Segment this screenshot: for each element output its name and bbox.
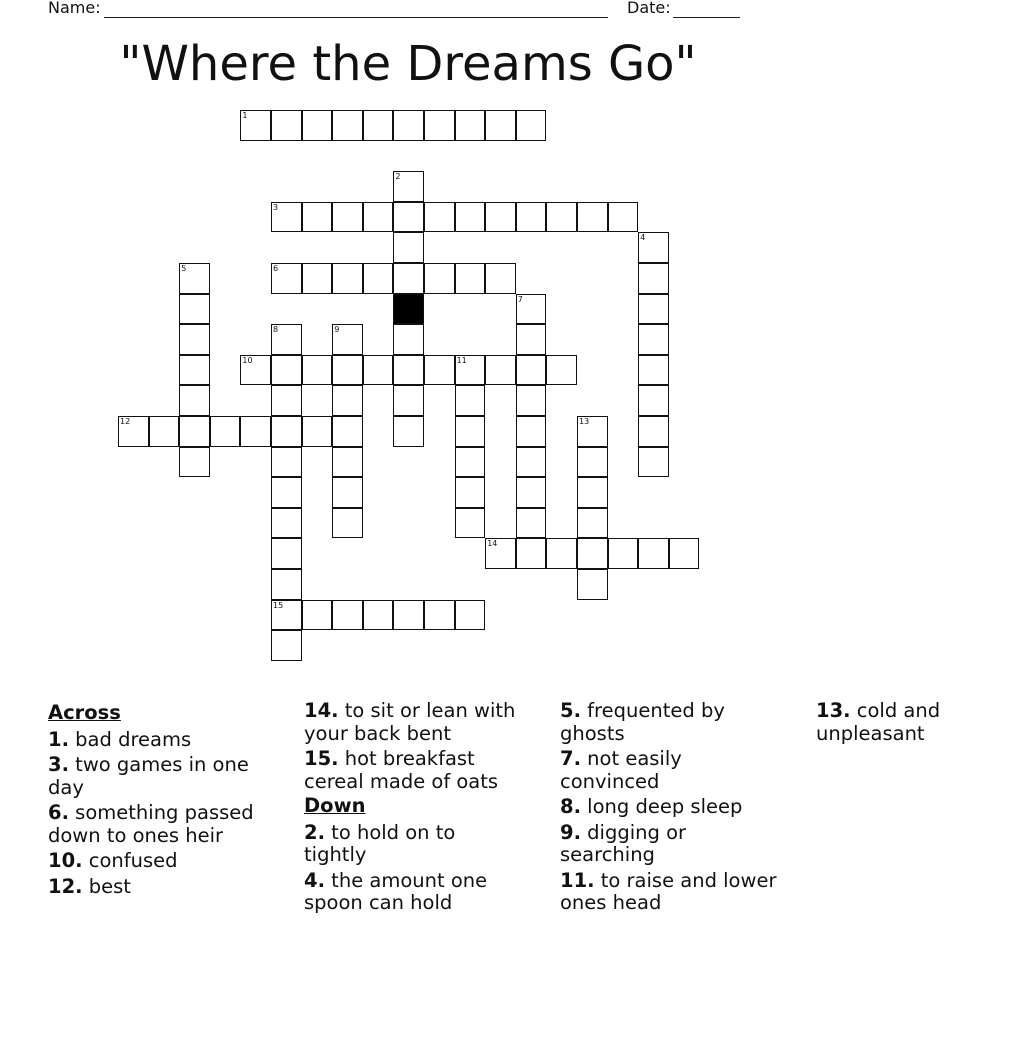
grid-cell[interactable] [577, 569, 608, 600]
grid-cell[interactable] [271, 600, 302, 631]
grid-cell[interactable] [393, 171, 424, 202]
grid-cell[interactable] [271, 447, 302, 478]
grid-cell[interactable] [271, 538, 302, 569]
clue-number: 14. [304, 699, 339, 722]
grid-cell[interactable] [179, 263, 210, 294]
grid-cell[interactable] [271, 508, 302, 539]
clue-number: 3. [48, 753, 69, 776]
clue-text: not easily convinced [560, 747, 682, 793]
clue [48, 754, 266, 799]
clue-text: to hold on to tightly [304, 820, 456, 866]
clue-text: hot breakfast cereal made of oats [304, 747, 499, 793]
grid-cell[interactable] [210, 416, 241, 447]
clue-number: 7. [560, 747, 581, 770]
cell-number: 12 [120, 417, 131, 426]
clue-number: 6. [48, 801, 69, 824]
grid-cell[interactable] [608, 538, 639, 569]
grid-cell[interactable] [516, 538, 547, 569]
grid-cell[interactable] [638, 294, 669, 325]
grid-cell[interactable] [546, 355, 577, 386]
grid-cell[interactable] [302, 202, 333, 233]
block-cell [393, 294, 424, 325]
grid-cell[interactable] [546, 202, 577, 233]
grid-cell[interactable] [516, 477, 547, 508]
clue [560, 870, 778, 915]
grid-cell[interactable] [271, 324, 302, 355]
across-heading: Across [48, 701, 121, 724]
grid-cell[interactable] [455, 416, 486, 447]
grid-cell[interactable] [393, 110, 424, 141]
grid-cell[interactable] [516, 385, 547, 416]
clue-number: 13. [816, 699, 851, 722]
clue-number: 4. [304, 868, 325, 892]
grid-cell[interactable] [485, 110, 516, 141]
grid-cell[interactable] [516, 294, 547, 325]
grid-cell[interactable] [638, 324, 669, 355]
grid-cell[interactable] [271, 416, 302, 447]
clue [48, 850, 266, 873]
grid-cell[interactable] [516, 110, 547, 141]
cell-number: 9 [334, 325, 340, 335]
cell-number: 13 [579, 417, 590, 426]
grid-cell[interactable] [455, 447, 486, 478]
grid-cell[interactable] [332, 600, 363, 631]
grid-cell[interactable] [516, 447, 547, 478]
clue [48, 729, 266, 752]
grid-cell[interactable] [179, 447, 210, 478]
grid-cell[interactable] [271, 569, 302, 600]
clue-text: the amount one spoon can hold [304, 868, 488, 914]
grid-cell[interactable] [516, 416, 547, 447]
cell-number: 14 [487, 539, 498, 549]
grid-cell[interactable] [638, 538, 669, 569]
grid-cell[interactable] [638, 385, 669, 416]
grid-cell[interactable] [271, 110, 302, 141]
grid-cell[interactable] [577, 538, 608, 569]
grid-cell[interactable] [577, 477, 608, 508]
grid-cell[interactable] [455, 508, 486, 539]
grid-cell[interactable] [485, 202, 516, 233]
grid-cell[interactable] [393, 355, 424, 386]
clue-number: 5. [560, 699, 581, 722]
grid-cell[interactable] [424, 600, 455, 631]
clue-text: two games in one day [48, 753, 249, 799]
grid-cell[interactable] [455, 263, 486, 294]
grid-cell[interactable] [638, 447, 669, 478]
grid-cell[interactable] [332, 416, 363, 447]
cell-number: 15 [273, 600, 284, 610]
clue-number: 8. [560, 795, 581, 818]
grid-cell[interactable] [332, 324, 363, 355]
clue-number: 12. [48, 874, 83, 898]
clue [304, 822, 522, 867]
grid-cell[interactable] [332, 263, 363, 294]
grid-cell[interactable] [485, 263, 516, 294]
grid-cell[interactable] [393, 324, 424, 355]
grid-cell[interactable] [393, 232, 424, 263]
grid-cell[interactable] [332, 385, 363, 416]
clue [48, 876, 266, 899]
grid-cell[interactable] [179, 416, 210, 447]
page-title: "Where the Dreams Go" [119, 36, 697, 92]
grid-cell[interactable] [638, 416, 669, 447]
grid-cell[interactable] [179, 294, 210, 325]
grid-cell[interactable] [393, 416, 424, 447]
date-label: Date: [627, 0, 671, 17]
grid-cell[interactable] [577, 416, 608, 447]
grid-cell[interactable] [455, 385, 486, 416]
grid-cell[interactable] [240, 416, 271, 447]
grid-cell[interactable] [271, 263, 302, 294]
grid-cell[interactable] [302, 416, 333, 447]
cell-number: 4 [640, 233, 646, 243]
grid-cell[interactable] [302, 355, 333, 386]
grid-cell[interactable] [638, 232, 669, 263]
clue [48, 802, 266, 847]
grid-cell[interactable] [393, 385, 424, 416]
grid-cell[interactable] [332, 447, 363, 478]
grid-cell[interactable] [455, 477, 486, 508]
grid-cell[interactable] [516, 355, 547, 386]
grid-cell[interactable] [271, 630, 302, 661]
grid-cell[interactable] [546, 538, 577, 569]
clue-number: 10. [48, 849, 83, 872]
clues-section [48, 699, 941, 940]
grid-cell[interactable] [424, 110, 455, 141]
grid-cell[interactable] [332, 508, 363, 539]
grid-cell[interactable] [455, 355, 486, 386]
grid-cell[interactable] [332, 477, 363, 508]
grid-cell[interactable] [608, 202, 639, 233]
grid-cell[interactable] [577, 508, 608, 539]
down-heading: Down [304, 794, 366, 817]
clue [304, 870, 522, 915]
grid-cell[interactable] [485, 355, 516, 386]
grid-cell[interactable] [149, 416, 180, 447]
grid-cell[interactable] [332, 110, 363, 141]
grid-cell[interactable] [455, 110, 486, 141]
name-label: Name: [48, 0, 101, 17]
cell-number: 1 [242, 111, 248, 120]
cell-number: 3 [273, 202, 279, 212]
clue-text: digging or searching [560, 820, 687, 866]
grid-cell[interactable] [271, 477, 302, 508]
clue [816, 700, 1034, 745]
grid-cell[interactable] [363, 600, 394, 631]
clue-text: cold and unpleasant [816, 699, 941, 745]
clue-text: to raise and lower ones head [560, 868, 777, 914]
grid-cell[interactable] [179, 324, 210, 355]
grid-cell[interactable] [363, 263, 394, 294]
grid-cell[interactable] [516, 324, 547, 355]
grid-cell[interactable] [424, 202, 455, 233]
cell-number: 5 [181, 264, 187, 273]
grid-cell[interactable] [271, 385, 302, 416]
grid-cell[interactable] [363, 355, 394, 386]
clue-text: confused [82, 849, 178, 872]
grid-cell[interactable] [393, 202, 424, 233]
grid-cell[interactable] [516, 202, 547, 233]
grid-cell[interactable] [393, 263, 424, 294]
grid-cell[interactable] [302, 263, 333, 294]
clue-text: best [82, 874, 131, 898]
grid-cell[interactable] [118, 416, 149, 447]
grid-cell[interactable] [363, 202, 394, 233]
clue [304, 748, 522, 793]
grid-cell[interactable] [485, 538, 516, 569]
grid-cell[interactable] [638, 263, 669, 294]
clue-text: long deep sleep [580, 795, 743, 818]
clue-number: 9. [560, 820, 581, 844]
clue [560, 796, 778, 819]
grid-cell[interactable] [424, 263, 455, 294]
grid-cell[interactable] [271, 202, 302, 233]
grid-cell[interactable] [240, 355, 271, 386]
clue-text: bad dreams [68, 727, 192, 751]
grid-cell[interactable] [271, 355, 302, 386]
grid-cell[interactable] [455, 202, 486, 233]
grid-cell[interactable] [332, 355, 363, 386]
clue [560, 748, 778, 793]
clue-number: 15. [304, 747, 339, 770]
grid-cell[interactable] [363, 110, 394, 141]
grid-cell[interactable] [424, 355, 455, 386]
clue-number: 11. [560, 868, 595, 892]
grid-cell[interactable] [332, 202, 363, 233]
grid-cell[interactable] [179, 385, 210, 416]
grid-cell[interactable] [302, 600, 333, 631]
cell-number: 10 [242, 355, 253, 365]
grid-cell[interactable] [302, 110, 333, 141]
clue-number: 2. [304, 820, 325, 844]
clue [560, 822, 778, 867]
grid-cell[interactable] [516, 508, 547, 539]
cell-number: 2 [395, 172, 401, 182]
grid-cell[interactable] [240, 110, 271, 141]
grid-cell[interactable] [393, 600, 424, 631]
clue-number: 1. [48, 727, 69, 751]
cell-number: 6 [273, 264, 279, 273]
clue-text: frequented by ghosts [560, 699, 725, 745]
grid-cell[interactable] [577, 447, 608, 478]
clue-text: something passed down to ones heir [48, 801, 254, 847]
grid-cell[interactable] [179, 355, 210, 386]
cell-number: 8 [273, 325, 279, 335]
cell-number: 7 [517, 294, 523, 304]
grid-cell[interactable] [638, 355, 669, 386]
clue [304, 700, 522, 745]
cell-number: 11 [456, 355, 467, 365]
grid-cell[interactable] [577, 202, 608, 233]
grid-cell[interactable] [455, 600, 486, 631]
clue [560, 700, 778, 745]
grid-cell[interactable] [669, 538, 700, 569]
clue-text: to sit or lean with your back bent [304, 699, 516, 745]
